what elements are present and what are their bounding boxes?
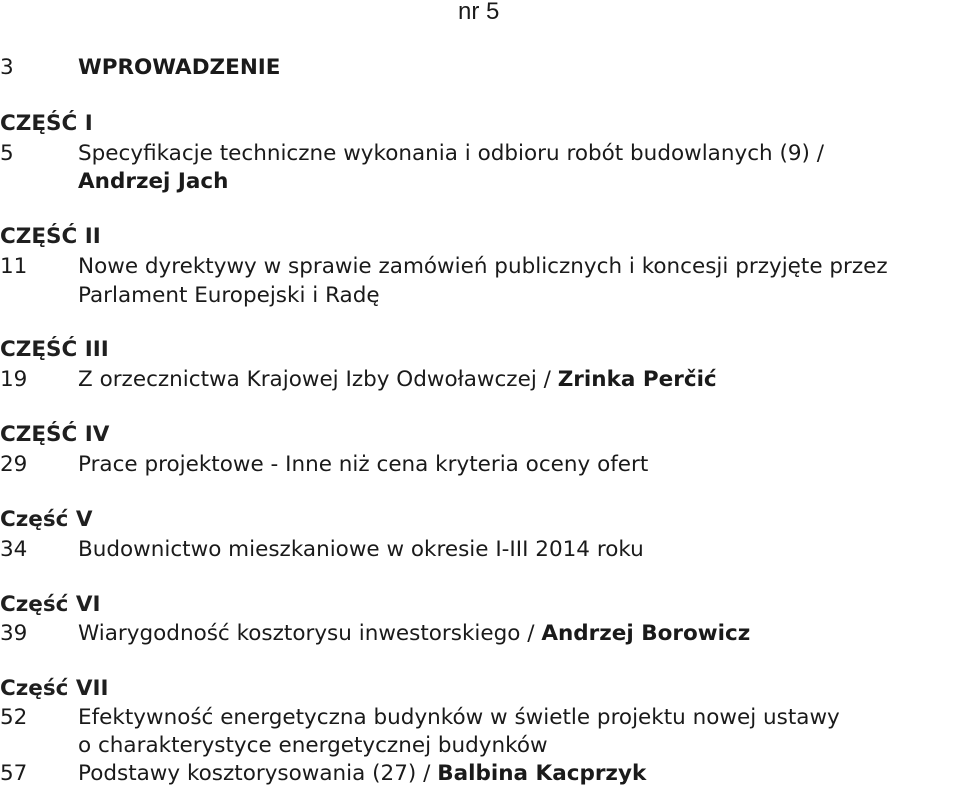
toc-entry-title: Z orzecznictwa Krajowej Izby Odwoławczej / [78, 367, 558, 392]
part-heading: Część VII [0, 676, 109, 701]
toc-entry-title: Efektywność energetyczna budynków w świetle projektu nowej ustawy [78, 705, 840, 730]
toc-entry-author: Andrzej Jach [78, 169, 229, 194]
toc-page-number: 19 [0, 367, 28, 392]
toc-entry-author: Andrzej Borowicz [541, 621, 751, 646]
part-heading: Część V [0, 507, 93, 532]
toc-entry-title: WPROWADZENIE [78, 55, 281, 80]
part-heading: CZĘŚĆ II [0, 224, 101, 249]
toc-entry-title-continued: Parlament Europejski i Radę [78, 283, 380, 308]
toc-entry-title: Podstawy kosztorysowania (27) / [78, 761, 438, 786]
toc-entry-author: Balbina Kacprzyk [437, 761, 647, 786]
toc-page-number: 39 [0, 621, 28, 646]
part-heading: CZĘŚĆ III [0, 337, 109, 362]
toc-page-number: 3 [0, 55, 14, 80]
toc-page-number: 52 [0, 705, 28, 730]
toc-page-number: 29 [0, 452, 28, 477]
issue-number: nr 5 [458, 0, 500, 25]
toc-page-number: 34 [0, 537, 28, 562]
toc-entry-author: Zrinka Perčić [557, 367, 717, 392]
toc-entry-title: Specyfikacje techniczne wykonania i odbioru robót budowlanych (9) / [78, 141, 825, 166]
toc-page-number: 11 [0, 254, 28, 279]
toc-entry-title: Budownictwo mieszkaniowe w okresie I-III 2014 roku [78, 537, 644, 562]
toc-entry-title: Wiarygodność kosztorysu inwestorskiego / [78, 621, 542, 646]
toc-entry [78, 621, 750, 646]
part-heading: CZĘŚĆ I [0, 111, 93, 136]
toc-entry [78, 761, 646, 786]
toc-entry-title: Nowe dyrektywy w sprawie zamówień publicznych i koncesji przyjęte przez [78, 254, 888, 279]
toc-entry-title-continued: o charakterystyce energetycznej budynków [78, 733, 548, 758]
toc-page-number: 57 [0, 761, 28, 786]
part-heading: Część VI [0, 592, 101, 617]
part-heading: CZĘŚĆ IV [0, 422, 110, 447]
toc-entry-title: Prace projektowe - Inne niż cena kryteria oceny ofert [78, 452, 649, 477]
toc-page-number: 5 [0, 141, 14, 166]
toc-entry [78, 367, 717, 392]
